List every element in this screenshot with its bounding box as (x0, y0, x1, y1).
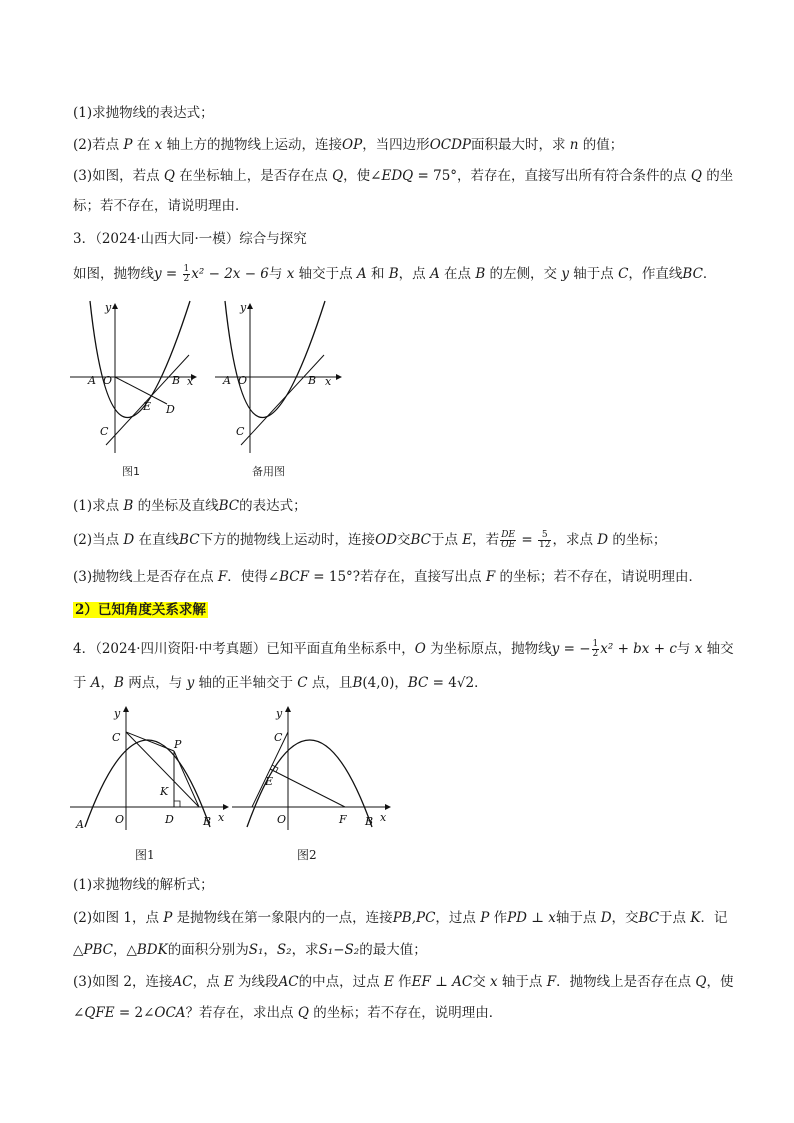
parabola (225, 301, 325, 418)
label-a: A (223, 374, 231, 387)
label-k: K (160, 785, 169, 798)
label-x: x (325, 375, 332, 388)
label-x: x (218, 811, 225, 824)
label-y: y (276, 707, 283, 720)
parabola (90, 301, 190, 418)
label-e: E (265, 775, 274, 788)
q4-part3-line2: ∠QFE = 2∠OCA？若存在，求出点 Q 的坐标；若不存在，说明理由． (73, 1005, 503, 1021)
label-c: C (236, 425, 245, 438)
label-c: C (100, 425, 109, 438)
q4-stem-line2: 于 A，B 两点，与 y 轴的正半轴交于 C 点，且B(4,0)，BC = 4√2． (73, 675, 488, 691)
q3-part1: (1)求点 B 的坐标及直线BC的表达式； (73, 498, 307, 514)
label-o: O (277, 813, 287, 826)
label-x: x (380, 811, 387, 824)
label-y: y (105, 301, 112, 314)
q3-part2: (2)当点 D 在直线BC下方的抛物线上运动时，连接OD交BC于点 E，若 $\frac{DE}{OE}$ = $\frac{5}{12}$ ，求点 D 的坐标； (73, 530, 667, 550)
label-c: C (274, 731, 283, 744)
q3-stem-fraction: $\frac{1}{2}$ (183, 264, 190, 284)
q2-part1: (1)求抛物线的表达式； (73, 105, 214, 121)
label-y: y (114, 707, 121, 720)
q4-stem-fraction: $\frac{1}{2}$ (592, 639, 599, 659)
q2-part3-line2: 标；若不存在，请说明理由． (73, 198, 249, 214)
q2-part2: (2)若点 P 在 x 轴上方的抛物线上运动，连接OP，当四边形OCDP面积最大时，求 n 的值； (73, 137, 624, 153)
line-pc (126, 732, 174, 751)
q3-stem: 如图，抛物线y = $\frac{1}{2}$ x² − 2x − 6与 x 轴交于点 A 和 B，点 A 在点 B 的左侧，交 y 轴于点 C，作直线BC． (73, 264, 717, 284)
q4-part3: (3)如图 2，连接AC，点 E 为线段AC的中点，过点 E 作EF ⊥ AC交 x 轴于点 F．抛物线上是否存在点 Q，使 (73, 974, 734, 990)
q4-figure-1 (70, 705, 235, 835)
label-o: O (103, 374, 113, 387)
line-ef (270, 769, 345, 807)
label-y: y (240, 301, 247, 314)
label-o: O (238, 374, 248, 387)
line-pb (174, 751, 199, 807)
label-c: C (112, 731, 121, 744)
label-d: D (165, 813, 174, 826)
q3-figure-1 (68, 298, 203, 458)
q3-header: 3．（2024·山西大同·一模）综合与探究 (73, 231, 307, 247)
q3-figure-2 (213, 298, 348, 458)
q4-part1: (1)求抛物线的解析式； (73, 877, 214, 893)
q4-stem-line1: 4．（2024·四川资阳·中考真题）已知平面直角坐标系中，O 为坐标原点，抛物线y = − $\frac{1}{2}$ x² + bx + c与 x 轴交 (73, 639, 734, 659)
label-p: P (174, 738, 182, 751)
label-b: B (365, 815, 374, 828)
label-a: A (76, 818, 84, 831)
q3-fig2-caption: 备用图 (252, 465, 285, 478)
label-x: x (187, 375, 194, 388)
label-f: F (339, 813, 347, 826)
value-fraction: $\frac{5}{12}$ (539, 530, 551, 550)
q4-part2-line2: △PBC，△BDK的面积分别为S₁，S₂，求S₁−S₂的最大值； (73, 942, 427, 958)
label-b: B (203, 815, 212, 828)
q3-part3: (3)抛物线上是否存在点 F．使得∠BCF = 15°?若存在，直接写出点 F 的坐标；若不存在，请说明理由． (73, 569, 703, 585)
q4-fig1-caption: 图1 (135, 848, 155, 862)
q4-fig2-caption: 图2 (297, 848, 317, 862)
q4-part2: (2)如图 1，点 P 是抛物线在第一象限内的一点，连接PB,PC，过点 P 作PD ⊥ x轴于点 D，交BC于点 K．记 (73, 910, 728, 926)
label-a: A (88, 374, 96, 387)
label-b: B (308, 374, 317, 387)
label-b: B (172, 374, 181, 387)
q3-fig1-caption: 图1 (122, 465, 140, 478)
parabola (85, 740, 210, 827)
label-o: O (115, 813, 125, 826)
line-bc (241, 355, 324, 445)
right-angle-mark (174, 801, 180, 807)
ratio-fraction: $\frac{DE}{OE}$ (501, 530, 516, 550)
q2-part3: (3)如图，若点 Q 在坐标轴上，是否存在点 Q，使∠EDQ = 75°，若存在，直接写出所有符合条件的点 Q 的坐 (73, 168, 734, 184)
section-label: 2）已知角度关系求解 (75, 602, 206, 618)
label-d: D (166, 403, 175, 416)
label-e: E (143, 400, 152, 413)
q4-figure-2 (232, 705, 397, 835)
